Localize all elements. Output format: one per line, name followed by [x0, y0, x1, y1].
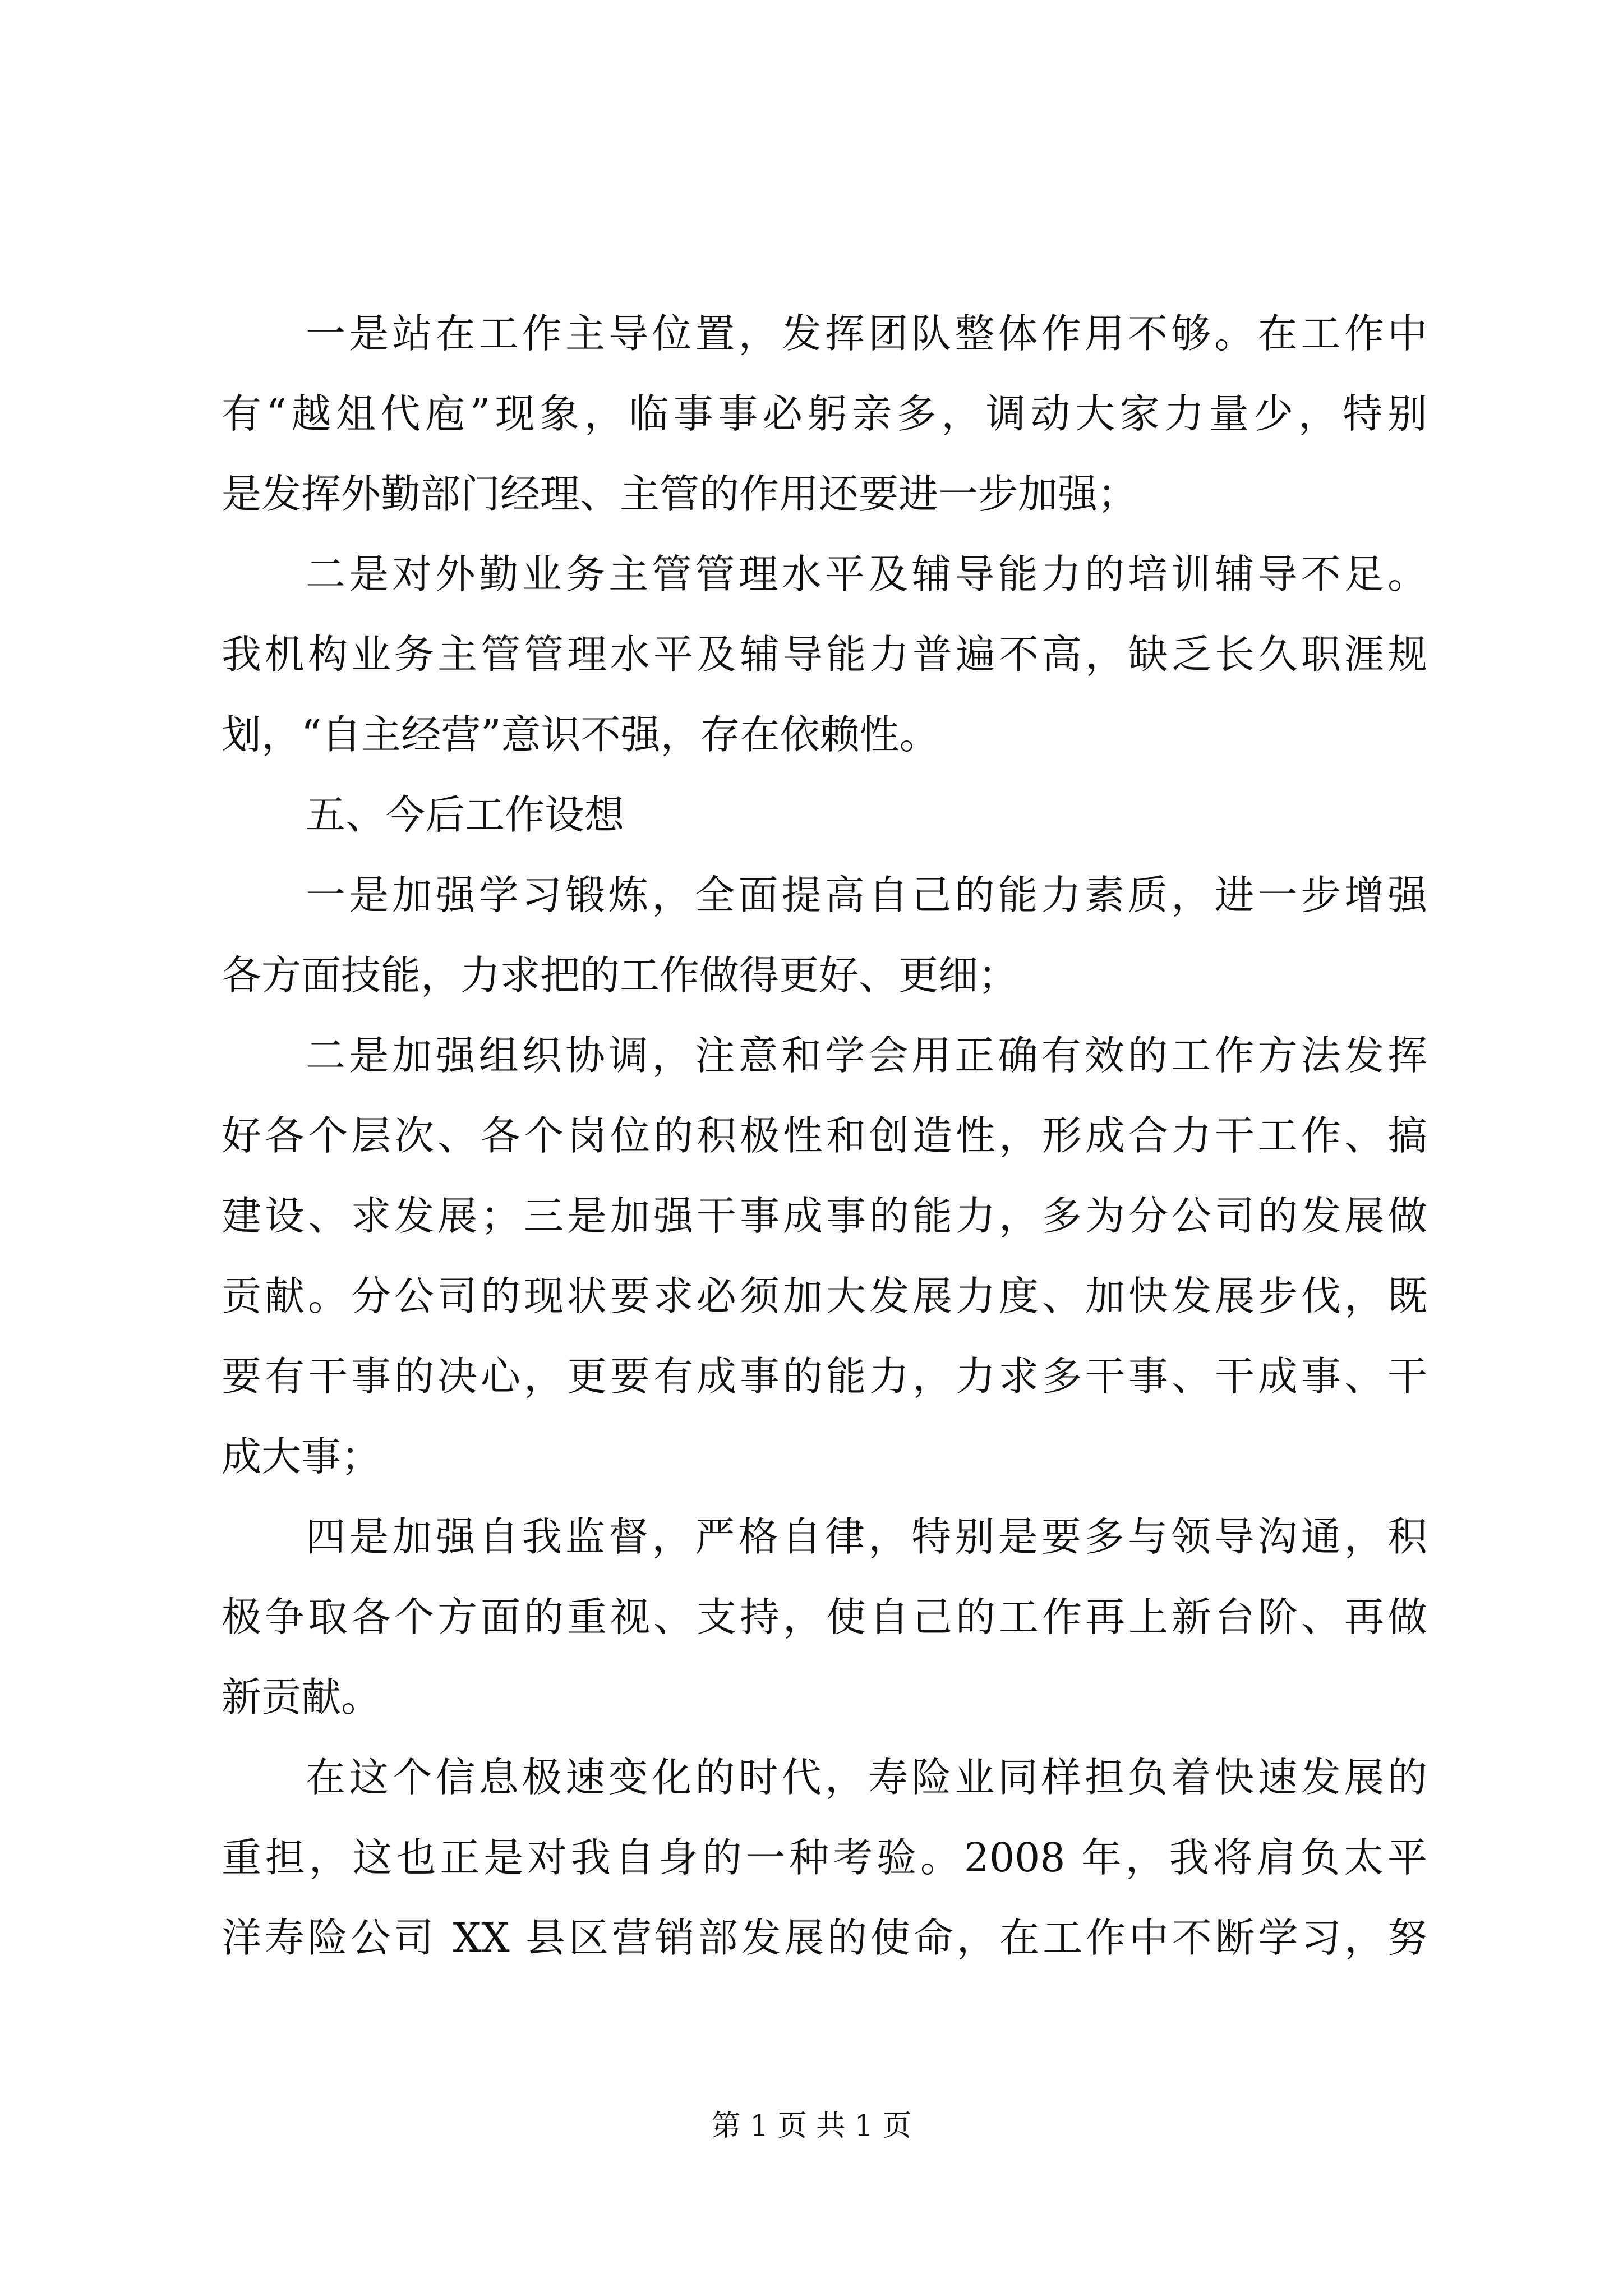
text-line: 要有干事的决心，更要有成事的能力，力求多干事、干成事、干 — [222, 1353, 1427, 1400]
text-line: 五、今后工作设想 — [306, 792, 625, 838]
document-body — [222, 293, 1427, 1978]
text-line: 贡献。分公司的现状要求必须加大发展力度、加快发展步伐，既 — [222, 1273, 1427, 1319]
text-line: 二是加强组织协调，注意和学会用正确有效的工作方法发挥 — [306, 1032, 1427, 1079]
text-line: 极争取各个方面的重视、支持，使自己的工作再上新台阶、再做 — [222, 1594, 1427, 1640]
page-footer: 第 1 页 共 1 页 — [711, 2109, 912, 2143]
text-line: 一是站在工作主导位置，发挥团队整体作用不够。在工作中 — [306, 310, 1427, 357]
text-line: 划，“自主经营”意识不强，存在依赖性。 — [222, 711, 939, 758]
text-line: 一是加强学习锻炼，全面提高自己的能力素质，进一步增强 — [306, 872, 1427, 918]
text-line: 在这个信息极速变化的时代，寿险业同样担负着快速发展的 — [306, 1754, 1427, 1801]
text-line: 四是加强自我监督，严格自律，特别是要多与领导沟通，积 — [306, 1513, 1427, 1560]
text-line: 新贡献。 — [222, 1674, 381, 1720]
text-line: 重担，这也正是对我自身的一种考验。2008 年，我将肩负太平 — [222, 1834, 1427, 1881]
text-line: 是发挥外勤部门经理、主管的作用还要进一步加强； — [222, 471, 1138, 517]
text-line: 各方面技能，力求把的工作做得更好、更细； — [222, 952, 1018, 999]
text-line: 我机构业务主管管理水平及辅导能力普遍不高，缺乏长久职涯规 — [222, 631, 1427, 678]
text-line: 二是对外勤业务主管管理水平及辅导能力的培训辅导不足。 — [306, 551, 1427, 597]
text-line: 好各个层次、各个岗位的积极性和创造性，形成合力干工作、搞 — [222, 1112, 1427, 1159]
text-line: 建设、求发展；三是加强干事成事的能力，多为分公司的发展做 — [222, 1193, 1427, 1239]
text-line: 有“越俎代庖”现象，临事事必躬亲多，调动大家力量少，特别 — [222, 390, 1427, 437]
text-line: 洋寿险公司 XX 县区营销部发展的使命，在工作中不断学习，努 — [222, 1915, 1427, 1961]
text-line: 成大事； — [222, 1433, 381, 1480]
